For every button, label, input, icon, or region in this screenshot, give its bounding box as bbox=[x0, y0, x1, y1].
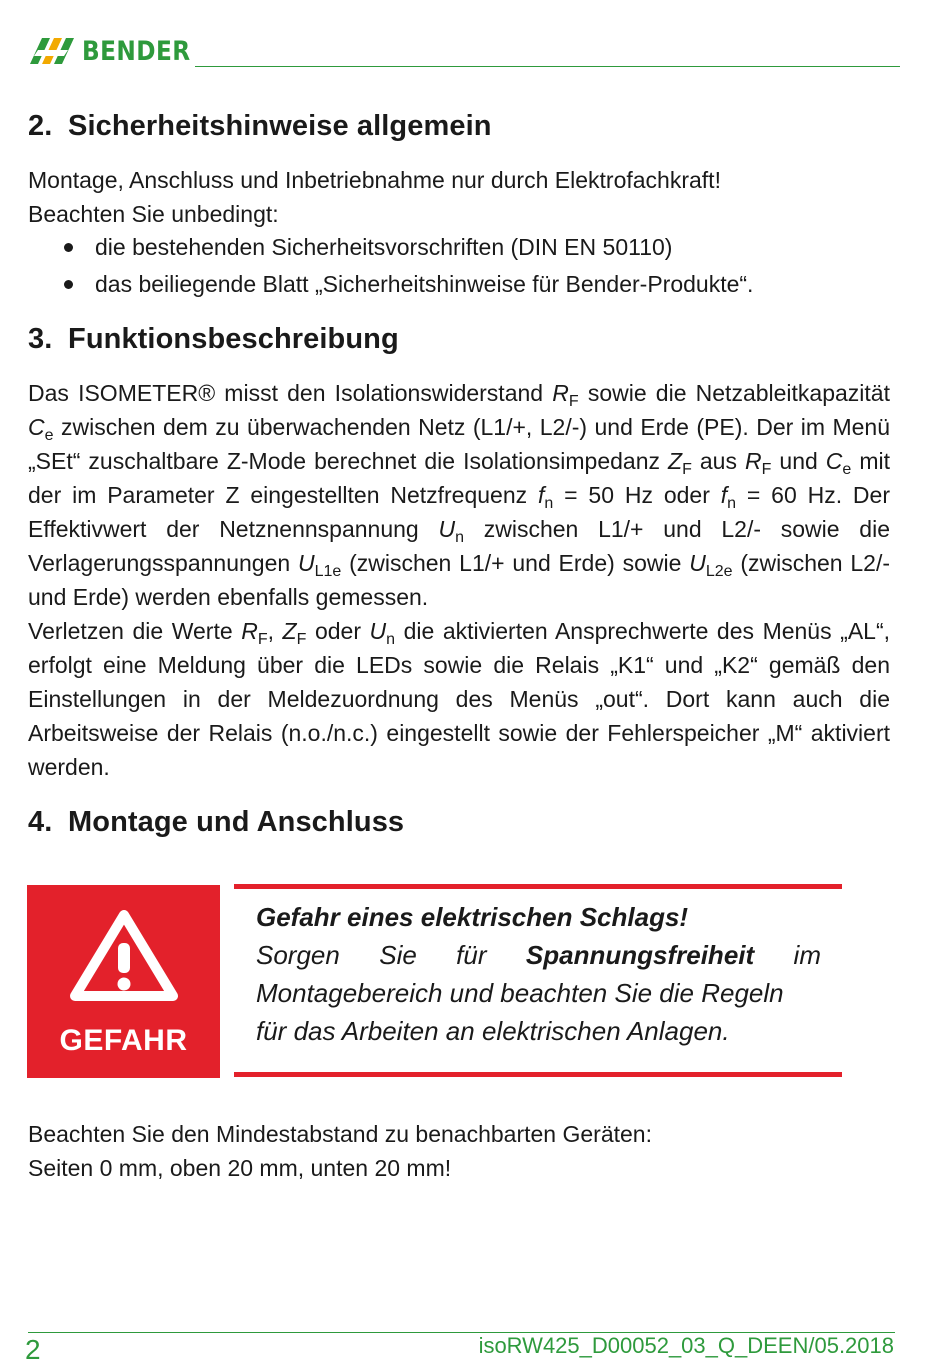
section-number: 3. bbox=[28, 323, 53, 355]
function-description: Das ISOMETER® misst den Isolationswiderstand $R_F$ sowie die Netzableitkapazität $C_e$ zwischen dem zu überwachenden Netz (L1/+, L2/-) und Erde (PE). Der im Menü „SEt“ zuschaltbare Z-Mode berechnet die Isolationsimpedanz $Z_F$ aus $R_F$ und $C_e$ mit der im Parameter Z eingestellten Netzfrequenz $f_n = 50$ Hz oder $f_n = 60$ Hz. Der Effektivwert der Netznennspannung $U_n$ zwischen L1/+ und L2/- sowie die Verlagerungsspannungen $U_{L1e}$ (zwischen L1/+ und Erde) sowie $U_{L2e}$ (zwischen L2/- und Erde) werden ebenfalls gemessen. Verletzen die Werte $R_F$, $Z_F$ oder $U_n$ die aktivierten Ansprechwerte des Menüs „AL“, erfolgt eine Meldung über die LEDs sowie die Relais „K1“ und „K2“ gemäß den Einstellungen in der Meldezuordnung des Menüs „out“. Dort kann auch die Arbeitsweise der Relais (n.o./n.c.) eingestellt sowie der Fehlerspeicher „M“ aktiviert werden. bbox=[28, 380, 891, 780]
section-3-heading bbox=[28, 323, 399, 356]
warning-rule-bottom bbox=[234, 1072, 842, 1077]
warning-rule-top bbox=[234, 884, 842, 889]
warning-line: für das Arbeiten an elektrischen Anlagen. bbox=[256, 1016, 730, 1046]
warning-triangle-icon bbox=[27, 885, 220, 1015]
document-id: isoRW425_D00052_03_Q_DEEN/05.2018 bbox=[478, 1333, 894, 1358]
intro-line: Montage, Anschluss und Inbetriebnahme nur durch Elektrofachkraft! bbox=[28, 167, 721, 193]
section-number: 2. bbox=[28, 110, 53, 142]
warning-text bbox=[256, 898, 821, 1050]
warning-heading: Gefahr eines elektrischen Schlags! bbox=[256, 902, 689, 932]
section-2-intro bbox=[28, 163, 890, 231]
brand-name: BENDER bbox=[82, 35, 191, 67]
warning-line: Sorgen Sie für Spannungsfreiheit im bbox=[256, 940, 821, 970]
danger-label: GEFAHR bbox=[59, 1024, 188, 1057]
list-item: die bestehenden Sicherheitsvorschriften (DIN EN 50110) bbox=[60, 229, 753, 266]
bender-logo bbox=[28, 34, 208, 68]
page-number: 2 bbox=[25, 1334, 41, 1365]
section-number: 4. bbox=[28, 806, 53, 838]
section-title: Funktionsbeschreibung bbox=[68, 323, 399, 355]
section-2-heading bbox=[28, 110, 492, 143]
note-line: Seiten 0 mm, oben 20 mm, unten 20 mm! bbox=[28, 1155, 452, 1181]
safety-bullet-list bbox=[60, 229, 753, 303]
section-title: Montage und Anschluss bbox=[68, 806, 405, 838]
section-title: Sicherheitshinweise allgemein bbox=[68, 110, 492, 142]
note-line: Beachten Sie den Mindestabstand zu benachbarten Geräten: bbox=[28, 1121, 652, 1147]
list-item: das beiliegende Blatt „Sicherheitshinweise für Bender-Produkte“. bbox=[60, 266, 753, 303]
header-rule bbox=[195, 66, 900, 67]
distance-note bbox=[28, 1117, 890, 1185]
warning-line: Montagebereich und beachten Sie die Regeln bbox=[256, 978, 784, 1008]
intro-line: Beachten Sie unbedingt: bbox=[28, 201, 279, 227]
section-4-heading bbox=[28, 806, 404, 839]
bender-logo-icon bbox=[28, 36, 76, 66]
